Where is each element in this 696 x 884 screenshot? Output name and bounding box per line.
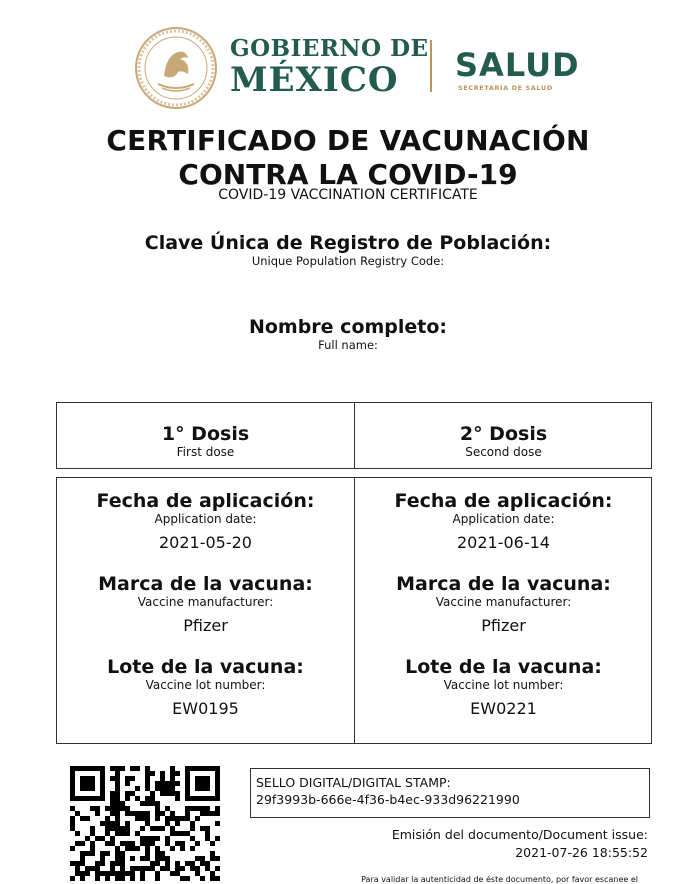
vaccine-brand-value: Pfizer [481, 616, 526, 635]
government-name-line1: GOBIERNO DE [230, 35, 429, 62]
government-name-line2: MÉXICO [230, 60, 399, 100]
dose-header-second [355, 403, 652, 468]
application-date-value: 2021-06-14 [457, 533, 550, 552]
header-divider [430, 40, 432, 92]
full-name-label-english: Full name: [318, 338, 378, 352]
vaccine-lot-label-english: Vaccine lot number: [145, 678, 266, 692]
certificate-title-line1: CERTIFICADO DE VACUNACIÓN [106, 124, 590, 157]
dose-details-first [57, 478, 354, 743]
application-date-value: 2021-05-20 [159, 533, 252, 552]
issue-label: Emisión del documento/Document issue: [391, 827, 648, 842]
vaccine-lot-value: EW0195 [172, 699, 239, 718]
ministry-name: SALUD [455, 46, 580, 84]
application-date-label-english: Application date: [154, 512, 257, 526]
digital-stamp-box [250, 768, 650, 818]
application-date-label: Fecha de aplicación: [96, 490, 315, 512]
full-name-label: Nombre completo: [248, 316, 448, 338]
dose-title: 2° Dosis [459, 423, 548, 445]
qr-code-icon [68, 766, 222, 884]
curp-label-english: Unique Population Registry Code: [251, 254, 445, 268]
vaccine-brand-label-english: Vaccine manufacturer: [137, 595, 274, 609]
dose-details-second [355, 478, 652, 743]
dose-header-table [56, 402, 652, 469]
dose-title: 1° Dosis [161, 423, 250, 445]
dose-details-table [56, 477, 652, 744]
vaccine-brand-label-english: Vaccine manufacturer: [435, 595, 572, 609]
curp-label: Clave Única de Registro de Población: [144, 232, 552, 254]
certificate-title-line2: CONTRA LA COVID-19 [178, 158, 518, 191]
dose-header-first [57, 403, 354, 468]
vaccine-lot-label: Lote de la vacuna: [107, 656, 304, 678]
dose-title-english: Second dose [465, 445, 542, 459]
vaccine-lot-label: Lote de la vacuna: [405, 656, 602, 678]
application-date-label: Fecha de aplicación: [394, 490, 613, 512]
vaccine-lot-label-english: Vaccine lot number: [443, 678, 564, 692]
vaccine-brand-value: Pfizer [183, 616, 228, 635]
dose-title-english: First dose [176, 445, 235, 459]
vaccine-lot-value: EW0221 [470, 699, 537, 718]
ministry-subtitle: SECRETARÍA DE SALUD [458, 84, 553, 92]
digital-stamp-label: SELLO DIGITAL/DIGITAL STAMP: [256, 775, 451, 790]
mexico-coat-of-arms-seal-icon [134, 26, 218, 110]
vaccine-brand-label: Marca de la vacuna: [396, 573, 611, 595]
issue-datetime: 2021-07-26 18:55:52 [515, 845, 648, 860]
digital-stamp-value: 29f3993b-666e-4f36-b4ec-933d96221990 [256, 792, 520, 807]
validation-note: Para validar la autenticidad de éste documento, por favor escanee el [361, 875, 638, 884]
application-date-label-english: Application date: [452, 512, 555, 526]
document-header [0, 22, 696, 112]
certificate-title-english: COVID-19 VACCINATION CERTIFICATE [218, 187, 478, 203]
vaccine-brand-label: Marca de la vacuna: [98, 573, 313, 595]
